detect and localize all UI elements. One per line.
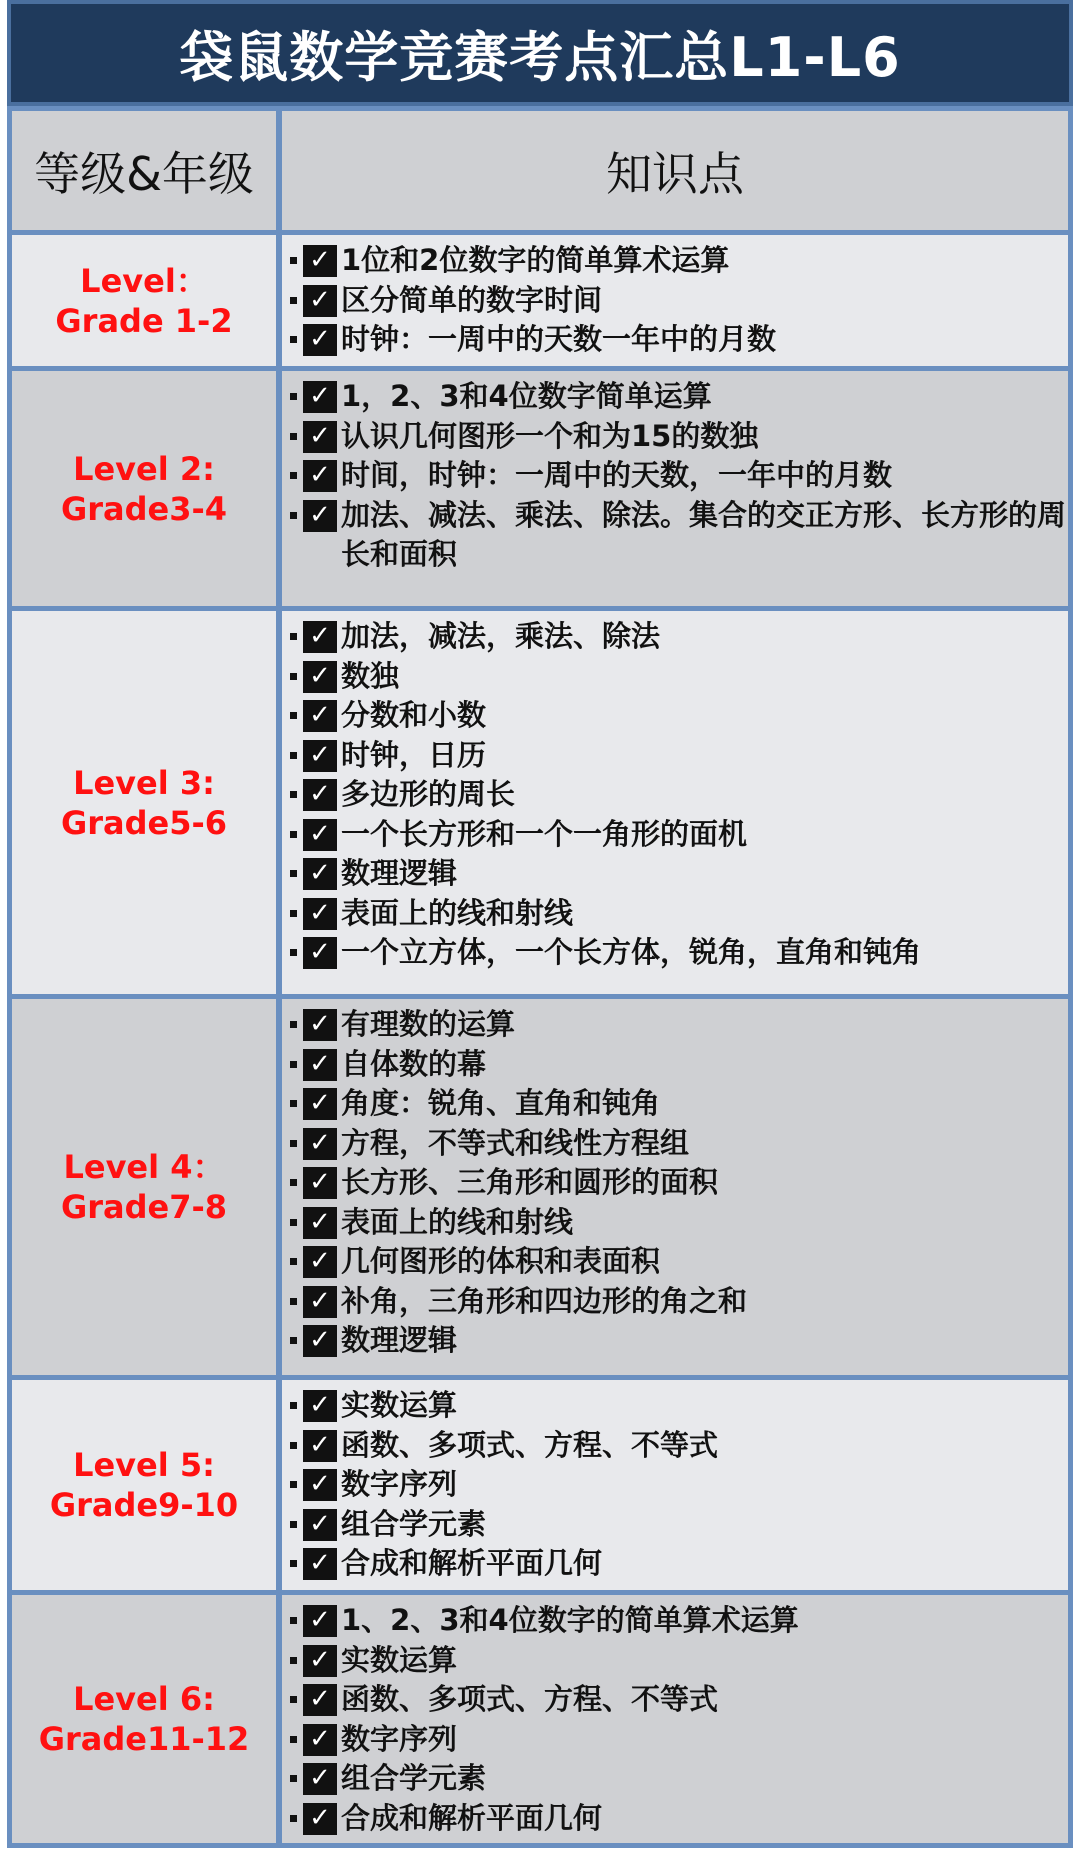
header-level-grade: 等级&年级	[12, 111, 276, 230]
checkbox-checked-icon: ✓	[303, 460, 337, 492]
grade-label: Grade5-6	[60, 803, 228, 842]
checkbox-checked-icon: ✓	[303, 1430, 337, 1462]
bullet-icon	[290, 1258, 297, 1265]
level-label: Level 6:	[73, 1680, 215, 1718]
checkbox-checked-icon: ✓	[303, 1509, 337, 1541]
title-bar	[7, 0, 1073, 106]
bullet-icon	[290, 472, 297, 479]
knowledge-list	[282, 1380, 1068, 1590]
level-label: Level 3:	[73, 763, 215, 802]
bullet-icon	[290, 336, 297, 343]
checkbox-checked-icon: ✓	[303, 1390, 337, 1422]
level-row-6	[12, 1595, 1068, 1843]
list-item: ✓ 多边形的周长	[290, 775, 1068, 815]
checkbox-checked-icon: ✓	[303, 1049, 337, 1081]
list-item: ✓ 时钟：一周中的天数一年中的月数	[290, 320, 1068, 360]
list-item: ✓ 1位和2位数字的简单算术运算	[290, 241, 1068, 281]
list-item: ✓ 合成和解析平面几何	[290, 1799, 1068, 1839]
bullet-icon	[290, 257, 297, 264]
checkbox-checked-icon: ✓	[303, 621, 337, 653]
level-cell	[12, 999, 276, 1375]
bullet-icon	[290, 433, 297, 440]
list-item: ✓ 分数和小数	[290, 696, 1068, 736]
list-item: ✓ 时钟，日历	[290, 736, 1068, 776]
bullet-icon	[290, 1617, 297, 1624]
bullet-icon	[290, 791, 297, 798]
bullet-icon	[290, 910, 297, 917]
checkbox-checked-icon: ✓	[303, 1167, 337, 1199]
grade-label: Grade 1-2	[55, 301, 233, 340]
grade-label: Grade11-12	[38, 1720, 250, 1758]
checkbox-checked-icon: ✓	[303, 324, 337, 356]
list-item: ✓ 表面上的线和射线	[290, 1203, 1068, 1243]
level-row-4	[12, 999, 1068, 1375]
list-item: ✓ 1，2、3和4位数字简单运算	[290, 377, 1068, 417]
knowledge-list	[282, 999, 1068, 1375]
level-row-1	[12, 235, 1068, 366]
checkbox-checked-icon: ✓	[303, 1548, 337, 1580]
checkbox-checked-icon: ✓	[303, 898, 337, 930]
checkbox-checked-icon: ✓	[303, 700, 337, 732]
checkbox-checked-icon: ✓	[303, 285, 337, 317]
checkbox-checked-icon: ✓	[303, 1645, 337, 1677]
bullet-icon	[290, 1775, 297, 1782]
list-item: ✓ 实数运算	[290, 1386, 1068, 1426]
bullet-icon	[290, 1298, 297, 1305]
list-item: ✓ 加法、减法、乘法、除法。集合的交正方形、长方形的周长和面积	[290, 496, 1068, 575]
bullet-icon	[290, 870, 297, 877]
knowledge-list	[282, 1595, 1068, 1843]
bullet-icon	[290, 831, 297, 838]
bullet-icon	[290, 1560, 297, 1567]
checkbox-checked-icon: ✓	[303, 779, 337, 811]
bullet-icon	[290, 1815, 297, 1822]
bullet-icon	[290, 673, 297, 680]
list-item: ✓ 函数、多项式、方程、不等式	[290, 1426, 1068, 1466]
checkbox-checked-icon: ✓	[303, 245, 337, 277]
bullet-icon	[290, 633, 297, 640]
bullet-icon	[290, 1061, 297, 1068]
bullet-icon	[290, 1696, 297, 1703]
bullet-icon	[290, 393, 297, 400]
level-label: Level 4：	[63, 1148, 225, 1186]
bullet-icon	[290, 1402, 297, 1409]
checkbox-checked-icon: ✓	[303, 740, 337, 772]
level-cell	[12, 1595, 276, 1843]
bullet-icon	[290, 1140, 297, 1147]
checkbox-checked-icon: ✓	[303, 1605, 337, 1637]
list-item: ✓ 角度：锐角、直角和钝角	[290, 1084, 1068, 1124]
list-item: ✓ 组合学元素	[290, 1759, 1068, 1799]
bullet-icon	[290, 512, 297, 519]
bullet-icon	[290, 297, 297, 304]
list-item: ✓ 时间，时钟：一周中的天数，一年中的月数	[290, 456, 1068, 496]
list-item: ✓ 数理逻辑	[290, 854, 1068, 894]
bullet-icon	[290, 1481, 297, 1488]
list-item: ✓ 合成和解析平面几何	[290, 1544, 1068, 1584]
level-label: Level：	[80, 261, 208, 300]
checkbox-checked-icon: ✓	[303, 500, 337, 532]
checkbox-checked-icon: ✓	[303, 661, 337, 693]
list-item: ✓ 1、2、3和4位数字的简单算术运算	[290, 1601, 1068, 1641]
list-item: ✓ 表面上的线和射线	[290, 894, 1068, 934]
list-item: ✓ 实数运算	[290, 1641, 1068, 1681]
list-item: ✓ 数字序列	[290, 1720, 1068, 1760]
bullet-icon	[290, 1521, 297, 1528]
list-item: ✓ 自体数的幕	[290, 1045, 1068, 1085]
checkbox-checked-icon: ✓	[303, 819, 337, 851]
bullet-icon	[290, 1100, 297, 1107]
header-knowledge-points: 知识点	[282, 111, 1068, 230]
checkbox-checked-icon: ✓	[303, 1325, 337, 1357]
level-label: Level 5:	[73, 1446, 215, 1484]
grade-label: Grade7-8	[60, 1188, 228, 1226]
syllabus-table	[7, 0, 1073, 1848]
list-item: ✓ 函数、多项式、方程、不等式	[290, 1680, 1068, 1720]
checkbox-checked-icon: ✓	[303, 1128, 337, 1160]
checkbox-checked-icon: ✓	[303, 937, 337, 969]
level-row-2	[12, 371, 1068, 606]
bullet-icon	[290, 1442, 297, 1449]
bullet-icon	[290, 1219, 297, 1226]
level-row-3	[12, 611, 1068, 994]
list-item: ✓ 数理逻辑	[290, 1321, 1068, 1361]
grade-label: Grade3-4	[60, 489, 228, 528]
list-item: ✓ 加法，减法，乘法、除法	[290, 617, 1068, 657]
list-item: ✓ 数字序列	[290, 1465, 1068, 1505]
list-item: ✓ 几何图形的体积和表面积	[290, 1242, 1068, 1282]
list-item: ✓ 认识几何图形一个和为15的数独	[290, 417, 1068, 457]
checkbox-checked-icon: ✓	[303, 1088, 337, 1120]
bullet-icon	[290, 1021, 297, 1028]
list-item: ✓ 区分简单的数字时间	[290, 281, 1068, 321]
checkbox-checked-icon: ✓	[303, 1207, 337, 1239]
table-header-row	[12, 111, 1068, 230]
checkbox-checked-icon: ✓	[303, 381, 337, 413]
checkbox-checked-icon: ✓	[303, 1469, 337, 1501]
checkbox-checked-icon: ✓	[303, 1009, 337, 1041]
bullet-icon	[290, 1657, 297, 1664]
checkbox-checked-icon: ✓	[303, 1684, 337, 1716]
level-cell	[12, 235, 276, 366]
page-title: 袋鼠数学竞赛考点汇总L1-L6	[179, 25, 901, 89]
checkbox-checked-icon: ✓	[303, 1286, 337, 1318]
checkbox-checked-icon: ✓	[303, 1246, 337, 1278]
checkbox-checked-icon: ✓	[303, 421, 337, 453]
knowledge-list	[282, 235, 1068, 366]
bullet-icon	[290, 1337, 297, 1344]
bullet-icon	[290, 949, 297, 956]
bullet-icon	[290, 752, 297, 759]
level-cell	[12, 1380, 276, 1590]
list-item: ✓ 组合学元素	[290, 1505, 1068, 1545]
list-item: ✓ 方程，不等式和线性方程组	[290, 1124, 1068, 1164]
bullet-icon	[290, 712, 297, 719]
list-item: ✓ 一个长方形和一个一角形的面机	[290, 815, 1068, 855]
bullet-icon	[290, 1179, 297, 1186]
list-item: ✓ 有理数的运算	[290, 1005, 1068, 1045]
checkbox-checked-icon: ✓	[303, 1763, 337, 1795]
list-item: ✓ 一个立方体，一个长方体，锐角，直角和钝角	[290, 933, 1068, 973]
checkbox-checked-icon: ✓	[303, 1724, 337, 1756]
knowledge-list	[282, 611, 1068, 994]
list-item: ✓ 长方形、三角形和圆形的面积	[290, 1163, 1068, 1203]
bullet-icon	[290, 1736, 297, 1743]
checkbox-checked-icon: ✓	[303, 1803, 337, 1835]
level-cell	[12, 611, 276, 994]
list-item: ✓ 数独	[290, 657, 1068, 697]
grade-label: Grade9-10	[49, 1486, 239, 1524]
list-item: ✓ 补角，三角形和四边形的角之和	[290, 1282, 1068, 1322]
level-row-5	[12, 1380, 1068, 1590]
level-cell	[12, 371, 276, 606]
checkbox-checked-icon: ✓	[303, 858, 337, 890]
knowledge-list	[282, 371, 1068, 606]
level-label: Level 2:	[73, 449, 215, 488]
